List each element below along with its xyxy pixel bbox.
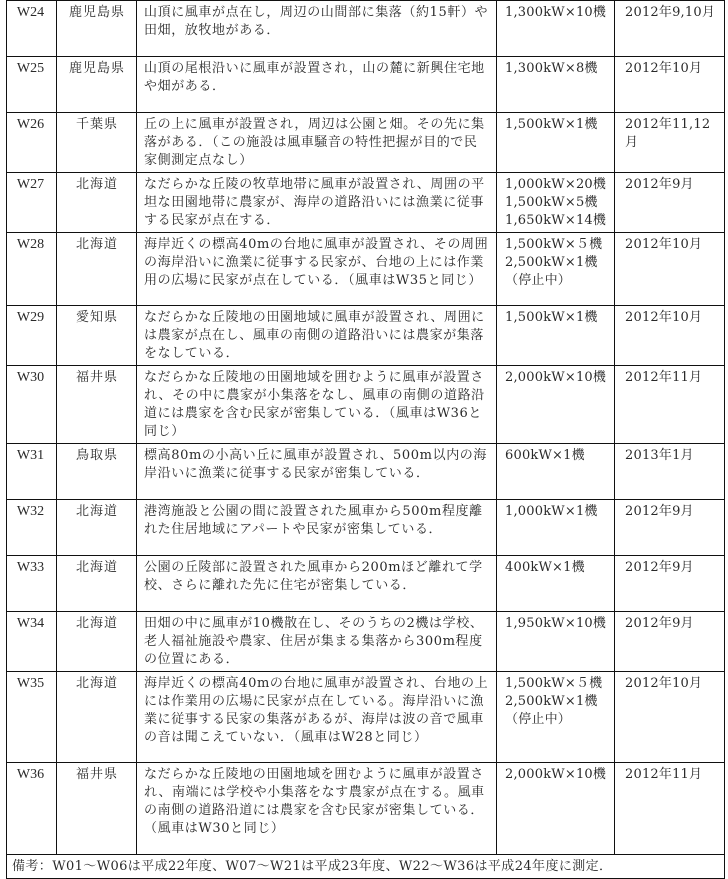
table-row: [7, 113, 725, 173]
table-row: [7, 1, 725, 57]
table-row: [7, 306, 725, 366]
period-cell: 2012年10月: [615, 306, 725, 366]
description-cell: なだらかな丘陵の牧草地帯に風車が設置され、周囲の平坦な田園地帯に農家が、海岸の道路沿いには漁業に従事する民家が点在する．: [137, 173, 497, 233]
site-id-cell: W30: [7, 366, 57, 444]
turbines-cell: [497, 763, 615, 855]
turbine-spec: 1,300kW×10機: [505, 5, 607, 20]
period-cell: 2012年9月: [615, 500, 725, 556]
turbine-spec: （停止中）: [505, 712, 572, 727]
table-row: [7, 444, 725, 500]
turbine-spec: 2,000kW×10機: [505, 370, 607, 385]
description-cell: 海岸近くの標高40mの台地に風車が設置され、その周囲の海岸沿いに漁業に従事する民家が、台地の上には作業用の広場に民家が点在している．（風車はW35と同じ）: [137, 233, 497, 306]
turbines-cell: [497, 233, 615, 306]
site-id-cell: W25: [7, 57, 57, 113]
prefecture-cell: 北海道: [57, 612, 137, 672]
description-cell: なだらかな丘陵地の田園地域を囲むように風車が設置され、その中に農家が小集落をなし、風車の南側の道路沿道には農家を含む民家が密集している．（風車はW36と同じ）: [137, 366, 497, 444]
description-cell: なだらかな丘陵地の田園地域を囲むように風車が設置され、南端には学校や小集落をなす農家が点在する。風車の南側の道路沿道には農家を含む民家が密集している．（風車はW30と同じ）: [137, 763, 497, 855]
turbines-cell: [497, 1, 615, 57]
turbine-spec: 1,500kW×1機: [505, 310, 598, 325]
turbines-cell: [497, 672, 615, 763]
turbine-spec: （停止中）: [505, 273, 572, 288]
turbine-spec: 600kW×1機: [505, 448, 585, 463]
turbines-cell: [497, 500, 615, 556]
description-cell: 田畑の中に風車が10機散在し、そのうちの2機は学校、老人福祉施設や農家、住居が集まる集落から300m程度の位置にある．: [137, 612, 497, 672]
turbines-cell: [497, 306, 615, 366]
turbine-spec: 400kW×1機: [505, 560, 585, 575]
period-cell: 2012年9月: [615, 556, 725, 612]
site-id-cell: W33: [7, 556, 57, 612]
site-id-cell: W31: [7, 444, 57, 500]
table-row: [7, 173, 725, 233]
turbine-spec: 1,500kW×５機: [505, 237, 603, 252]
turbine-spec: 1,000kW×20機: [505, 177, 607, 192]
table-row: [7, 763, 725, 855]
period-cell: 2012年11,12月: [615, 113, 725, 173]
turbine-spec: 1,500kW×5機: [505, 195, 598, 210]
turbine-spec: 1,000kW×1機: [505, 504, 598, 519]
prefecture-cell: 北海道: [57, 556, 137, 612]
turbine-spec: 2,000kW×10機: [505, 767, 607, 782]
prefecture-cell: 千葉県: [57, 113, 137, 173]
turbine-spec: 2,500kW×1機: [505, 255, 598, 270]
period-cell: 2012年9月: [615, 612, 725, 672]
site-id-cell: W27: [7, 173, 57, 233]
turbine-spec: 2,500kW×1機: [505, 694, 598, 709]
prefecture-cell: 福井県: [57, 763, 137, 855]
turbine-spec: 1,300kW×8機: [505, 61, 598, 76]
prefecture-cell: 愛知県: [57, 306, 137, 366]
period-cell: 2012年9月: [615, 173, 725, 233]
prefecture-cell: 北海道: [57, 500, 137, 556]
turbines-cell: [497, 113, 615, 173]
table-row: [7, 57, 725, 113]
turbines-cell: [497, 444, 615, 500]
prefecture-cell: 北海道: [57, 233, 137, 306]
turbine-spec: 1,500kW×５機: [505, 676, 603, 691]
description-cell: なだらかな丘陵地の田園地域に風車が設置され、周囲には農家が点在し、風車の南側の道路沿いには農家が集落をなしている．: [137, 306, 497, 366]
turbine-spec: 1,950kW×10機: [505, 616, 607, 631]
prefecture-cell: 鳥取県: [57, 444, 137, 500]
description-cell: 丘の上に風車が設置され，周辺は公園と畑。その先に集落がある．（この施設は風車騒音の特性把握が目的で民家側測定点なし）: [137, 113, 497, 173]
turbine-spec: 1,650kW×14機: [505, 213, 607, 228]
period-cell: 2012年10月: [615, 233, 725, 306]
period-cell: 2012年11月: [615, 763, 725, 855]
period-cell: 2012年11月: [615, 366, 725, 444]
turbines-cell: [497, 366, 615, 444]
period-cell: 2012年10月: [615, 672, 725, 763]
table-body: [7, 1, 725, 855]
table-row: [7, 612, 725, 672]
note-row: [7, 855, 725, 879]
prefecture-cell: 福井県: [57, 366, 137, 444]
site-id-cell: W35: [7, 672, 57, 763]
table-row: [7, 366, 725, 444]
table-row: [7, 556, 725, 612]
table-row: [7, 500, 725, 556]
site-id-cell: W24: [7, 1, 57, 57]
prefecture-cell: 鹿児島県: [57, 1, 137, 57]
site-id-cell: W26: [7, 113, 57, 173]
turbines-cell: [497, 556, 615, 612]
prefecture-cell: 鹿児島県: [57, 57, 137, 113]
table-note: 備考：W01～W06は平成22年度、W07～W21は平成23年度、W22～W36は平成24年度に測定．: [7, 855, 725, 879]
description-cell: 標高80mの小高い丘に風車が設置され、500m以内の海岸沿いに漁業に従事する民家が密集している．: [137, 444, 497, 500]
period-cell: 2012年9,10月: [615, 1, 725, 57]
turbines-cell: [497, 612, 615, 672]
prefecture-cell: 北海道: [57, 173, 137, 233]
description-cell: 港湾施設と公園の間に設置された風車から500m程度離れた住居地域にアパートや民家が密集している．: [137, 500, 497, 556]
description-cell: 山頂の尾根沿いに風車が設置され，山の麓に新興住宅地や畑がある．: [137, 57, 497, 113]
period-cell: 2012年10月: [615, 57, 725, 113]
turbines-cell: [497, 173, 615, 233]
wind-farm-survey-table: [6, 0, 725, 879]
turbine-spec: 1,500kW×1機: [505, 117, 598, 132]
site-id-cell: W36: [7, 763, 57, 855]
description-cell: 山頂に風車が点在し，周辺の山間部に集落（約15軒）や田畑，放牧地がある．: [137, 1, 497, 57]
document-page: [6, 0, 724, 879]
table-row: [7, 233, 725, 306]
table-row: [7, 672, 725, 763]
description-cell: 海岸近くの標高40mの台地に風車が設置され、台地の上には作業用の広場に民家が点在している。海岸沿いに漁業に従事する民家の集落があるが、海岸は波の音で風車の音は聞こえていない．（風車はW28と同じ）: [137, 672, 497, 763]
turbines-cell: [497, 57, 615, 113]
period-cell: 2013年1月: [615, 444, 725, 500]
description-cell: 公園の丘陵部に設置された風車から200mほど離れて学校、さらに離れた先に住宅が密集している．: [137, 556, 497, 612]
prefecture-cell: 北海道: [57, 672, 137, 763]
site-id-cell: W29: [7, 306, 57, 366]
site-id-cell: W34: [7, 612, 57, 672]
site-id-cell: W28: [7, 233, 57, 306]
site-id-cell: W32: [7, 500, 57, 556]
